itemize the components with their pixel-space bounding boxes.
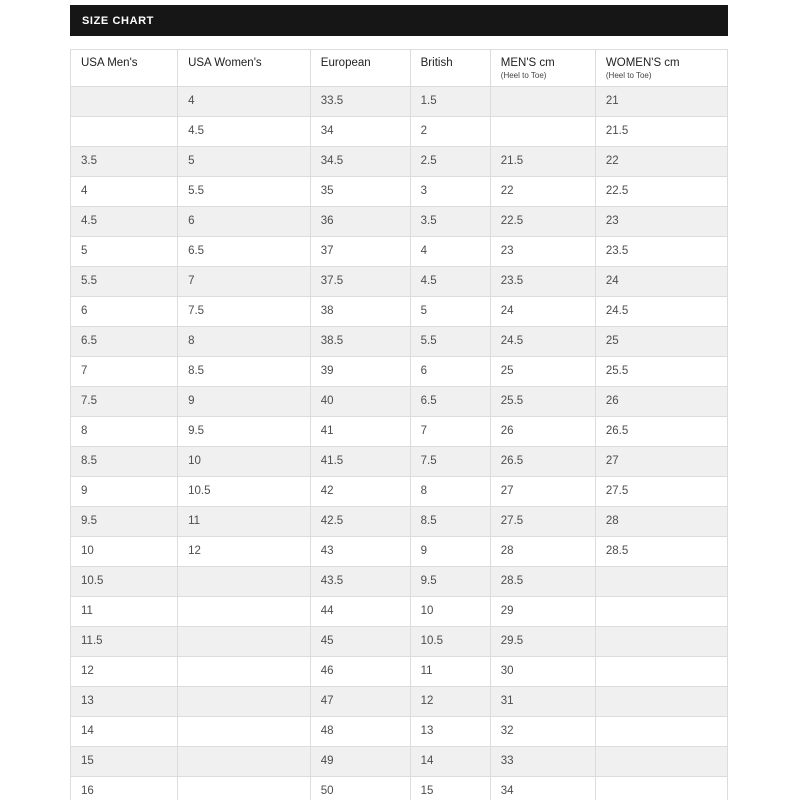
table-cell: 22 [595,147,727,177]
table-cell: 37.5 [310,267,410,297]
table-cell: 11 [410,657,490,687]
table-cell: 11 [178,507,311,537]
table-cell: 14 [410,747,490,777]
table-cell [71,117,178,147]
table-cell: 7 [71,357,178,387]
table-cell: 22 [490,177,595,207]
table-cell: 3 [410,177,490,207]
table-cell: 34 [310,117,410,147]
table-cell: 28.5 [595,537,727,567]
table-cell: 26.5 [490,447,595,477]
table-cell: 26.5 [595,417,727,447]
table-cell [178,717,311,747]
table-cell: 9 [410,537,490,567]
table-cell: 7.5 [71,387,178,417]
table-cell: 25 [490,357,595,387]
table-cell: 4 [178,87,311,117]
column-header-subtitle: (Heel to Toe) [500,71,547,80]
size-table-head [71,50,728,87]
table-cell: 34 [490,777,595,800]
table-cell: 10 [410,597,490,627]
table-cell: 38.5 [310,327,410,357]
table-cell: 33.5 [310,87,410,117]
table-cell: 7 [410,417,490,447]
table-row [71,177,728,207]
table-row [71,507,728,537]
table-cell: 23 [595,207,727,237]
table-row [71,477,728,507]
table-cell: 37 [310,237,410,267]
table-cell: 47 [310,687,410,717]
table-cell: 12 [71,657,178,687]
size-table-head-row [71,50,728,87]
column-header-label: European [320,57,371,69]
table-cell: 45 [310,627,410,657]
table-cell: 24.5 [490,327,595,357]
table-cell: 8.5 [71,447,178,477]
table-cell: 50 [310,777,410,800]
table-cell: 9.5 [178,417,311,447]
table-row [71,147,728,177]
column-header [178,50,311,87]
table-cell [595,627,727,657]
table-cell: 29 [490,597,595,627]
table-cell: 48 [310,717,410,747]
table-cell: 36 [310,207,410,237]
table-cell [490,117,595,147]
table-row [71,747,728,777]
table-cell: 21 [595,87,727,117]
table-cell [71,87,178,117]
table-cell: 7.5 [178,297,311,327]
table-cell: 11.5 [71,627,178,657]
table-cell: 43.5 [310,567,410,597]
page-title: SIZE CHART [82,15,154,27]
table-cell: 12 [410,687,490,717]
table-cell [490,87,595,117]
table-cell: 29.5 [490,627,595,657]
table-cell: 27 [595,447,727,477]
table-cell: 12 [178,537,311,567]
table-row [71,207,728,237]
table-cell: 10.5 [410,627,490,657]
table-row [71,777,728,800]
table-cell: 30 [490,657,595,687]
table-cell: 2 [410,117,490,147]
table-cell: 46 [310,657,410,687]
table-row [71,87,728,117]
table-cell: 5.5 [71,267,178,297]
column-header [410,50,490,87]
table-row [71,297,728,327]
table-row [71,387,728,417]
table-cell: 41 [310,417,410,447]
table-cell: 5.5 [410,327,490,357]
table-cell: 1.5 [410,87,490,117]
table-cell: 13 [71,687,178,717]
table-cell: 8 [71,417,178,447]
table-cell: 6 [71,297,178,327]
column-header-label: WOMEN'S cm [605,57,680,69]
table-cell: 6 [178,207,311,237]
table-row [71,267,728,297]
table-cell: 22.5 [490,207,595,237]
table-cell: 28.5 [490,567,595,597]
table-cell [178,567,311,597]
table-cell [178,777,311,800]
table-cell [595,777,727,800]
table-row [71,237,728,267]
table-row [71,597,728,627]
table-cell: 21.5 [595,117,727,147]
table-cell: 28 [490,537,595,567]
column-header-label: USA Men's [81,57,138,69]
table-cell: 27.5 [490,507,595,537]
table-cell: 5 [410,297,490,327]
table-cell: 25 [595,327,727,357]
table-cell: 27.5 [595,477,727,507]
table-cell: 6 [410,357,490,387]
table-cell: 34.5 [310,147,410,177]
table-cell: 9 [71,477,178,507]
table-cell: 23.5 [595,237,727,267]
column-header [71,50,178,87]
table-cell: 15 [71,747,178,777]
table-row [71,117,728,147]
table-cell: 2.5 [410,147,490,177]
size-chart-title-bar [70,5,728,36]
table-cell: 24 [490,297,595,327]
table-cell: 9.5 [410,567,490,597]
table-cell: 10.5 [178,477,311,507]
table-cell: 11 [71,597,178,627]
size-chart-table-wrap [70,49,728,800]
table-cell: 32 [490,717,595,747]
table-cell: 44 [310,597,410,627]
table-cell: 28 [595,507,727,537]
table-row [71,627,728,657]
table-cell: 25.5 [595,357,727,387]
table-cell: 4 [410,237,490,267]
table-cell: 23 [490,237,595,267]
table-cell: 23.5 [490,267,595,297]
table-cell: 15 [410,777,490,800]
table-cell: 8.5 [410,507,490,537]
table-cell: 4.5 [71,207,178,237]
table-row [71,327,728,357]
table-cell: 4.5 [410,267,490,297]
table-cell: 14 [71,717,178,747]
table-cell: 39 [310,357,410,387]
table-cell: 26 [595,387,727,417]
table-cell: 6.5 [178,237,311,267]
table-cell: 26 [490,417,595,447]
table-cell: 35 [310,177,410,207]
table-cell: 4 [71,177,178,207]
size-chart-section [70,5,728,800]
table-cell [595,747,727,777]
column-header-label: MEN'S cm [500,57,555,69]
table-cell: 8 [178,327,311,357]
table-cell: 9 [178,387,311,417]
table-row [71,447,728,477]
table-cell [595,687,727,717]
table-cell [595,717,727,747]
table-cell: 7.5 [410,447,490,477]
table-cell [178,627,311,657]
table-cell [595,567,727,597]
column-header-label: British [420,57,453,69]
table-cell: 3.5 [71,147,178,177]
table-cell: 49 [310,747,410,777]
table-cell: 5 [71,237,178,267]
table-cell: 3.5 [410,207,490,237]
table-cell: 33 [490,747,595,777]
table-cell: 7 [178,267,311,297]
table-cell: 21.5 [490,147,595,177]
column-header-subtitle: (Heel to Toe) [605,71,652,80]
table-cell: 13 [410,717,490,747]
table-cell: 24.5 [595,297,727,327]
table-cell: 4.5 [178,117,311,147]
table-cell: 5 [178,147,311,177]
table-cell: 16 [71,777,178,800]
column-header [595,50,727,87]
table-row [71,567,728,597]
column-header [490,50,595,87]
table-cell: 10 [178,447,311,477]
table-cell: 38 [310,297,410,327]
table-row [71,537,728,567]
table-cell: 8 [410,477,490,507]
table-cell: 9.5 [71,507,178,537]
table-cell: 31 [490,687,595,717]
table-cell: 27 [490,477,595,507]
table-cell: 8.5 [178,357,311,387]
column-header [310,50,410,87]
table-cell: 10 [71,537,178,567]
table-row [71,357,728,387]
table-cell [178,687,311,717]
table-cell: 24 [595,267,727,297]
table-cell: 22.5 [595,177,727,207]
table-cell [178,747,311,777]
table-cell: 6.5 [410,387,490,417]
table-cell [178,657,311,687]
table-cell: 42 [310,477,410,507]
table-cell [595,597,727,627]
table-cell [595,657,727,687]
size-table-body [71,87,728,800]
table-cell: 25.5 [490,387,595,417]
table-row [71,657,728,687]
table-row [71,417,728,447]
table-cell: 40 [310,387,410,417]
table-cell: 42.5 [310,507,410,537]
table-cell: 41.5 [310,447,410,477]
column-header-label: USA Women's [188,57,262,69]
table-cell: 43 [310,537,410,567]
table-cell: 5.5 [178,177,311,207]
table-cell: 10.5 [71,567,178,597]
table-cell [178,597,311,627]
size-chart-table [70,49,728,800]
table-row [71,717,728,747]
table-cell: 6.5 [71,327,178,357]
table-row [71,687,728,717]
